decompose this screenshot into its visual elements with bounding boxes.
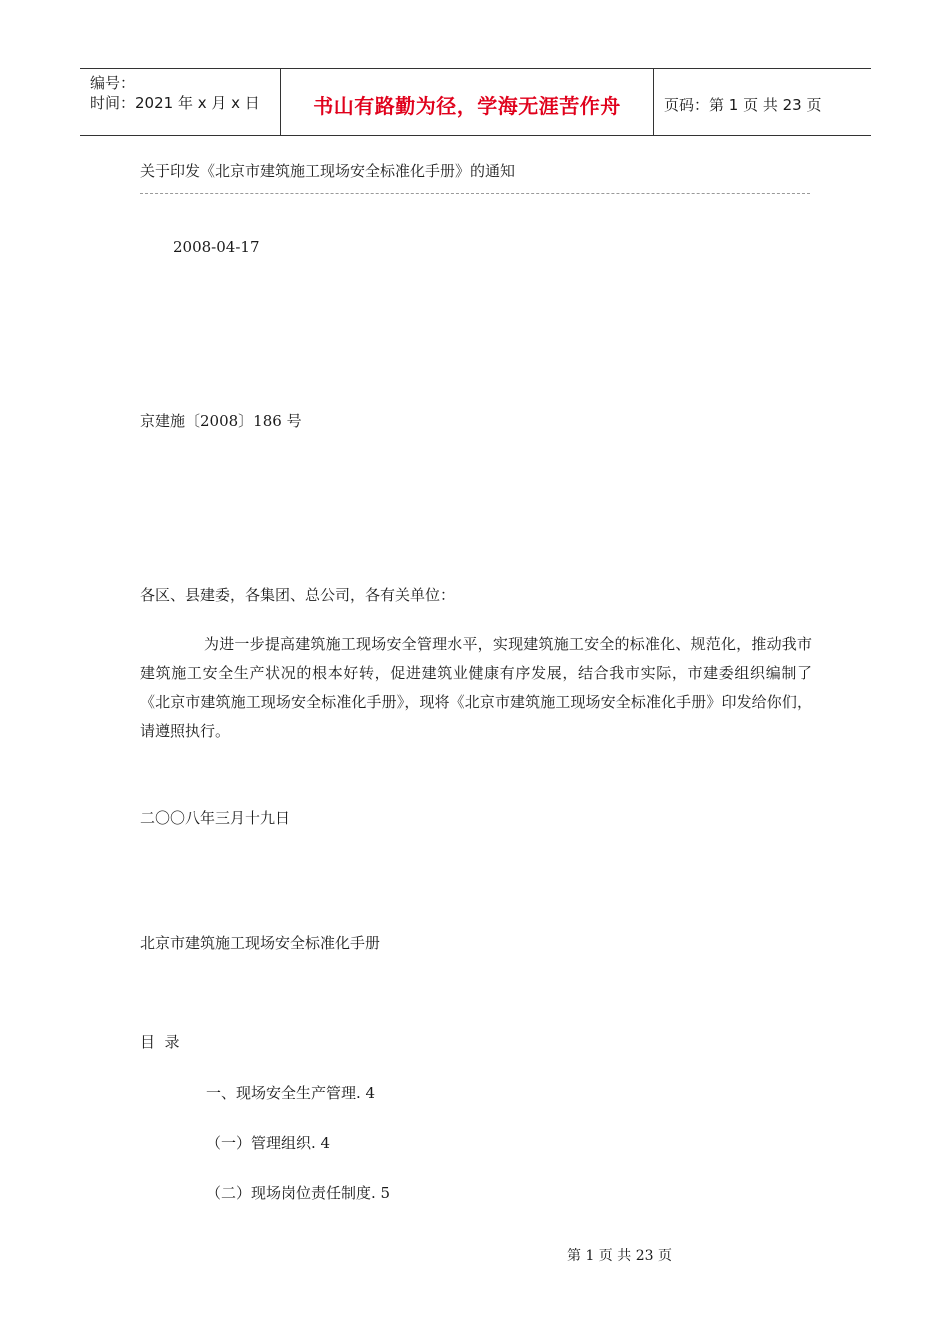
body-paragraph: 为进一步提高建筑施工现场安全管理水平，实现建筑施工安全的标准化、规范化，推动我市建筑施工安全生产状况的根本好转，促进建筑业健康有序发展，结合我市实际，市建委组织编制了《北京市建筑施工现场安全标准化手册》，现将《北京市建筑施工现场安全标准化手册》印发给你们，请遵照执行。 [140,635,812,740]
toc-item: （一）管理组织. 4 [206,1134,331,1152]
toc-item: 一、现场安全生产管理. 4 [206,1084,376,1102]
header-page-cell [654,69,871,135]
header-meta-cell [80,69,281,135]
toc-heading: 目 录 [140,1033,180,1051]
page-info: 页码：第 1 页 共 23 页 [664,95,822,114]
number-label: 编号： [90,74,136,92]
header-table [80,68,871,136]
motto-text: 书山有路勤为径，学海无涯苦作舟 [313,93,621,118]
document-number: 京建施〔2008〕186 号 [140,412,302,430]
manual-title: 北京市建筑施工现场安全标准化手册 [140,934,381,952]
document-date: 2008-04-17 [173,238,260,256]
header-motto-cell [281,69,654,135]
page-footer: 第 1 页 共 23 页 [567,1248,672,1264]
time-label: 时间：2021 年 x 月 x 日 [90,94,260,112]
issue-date: 二〇〇八年三月十九日 [140,809,291,827]
document-title: 关于印发《北京市建筑施工现场安全标准化手册》的通知 [140,162,516,180]
salutation: 各区、县建委，各集团、总公司，各有关单位： [140,586,456,604]
title-divider [140,193,810,194]
toc-item: （二）现场岗位责任制度. 5 [206,1184,391,1202]
